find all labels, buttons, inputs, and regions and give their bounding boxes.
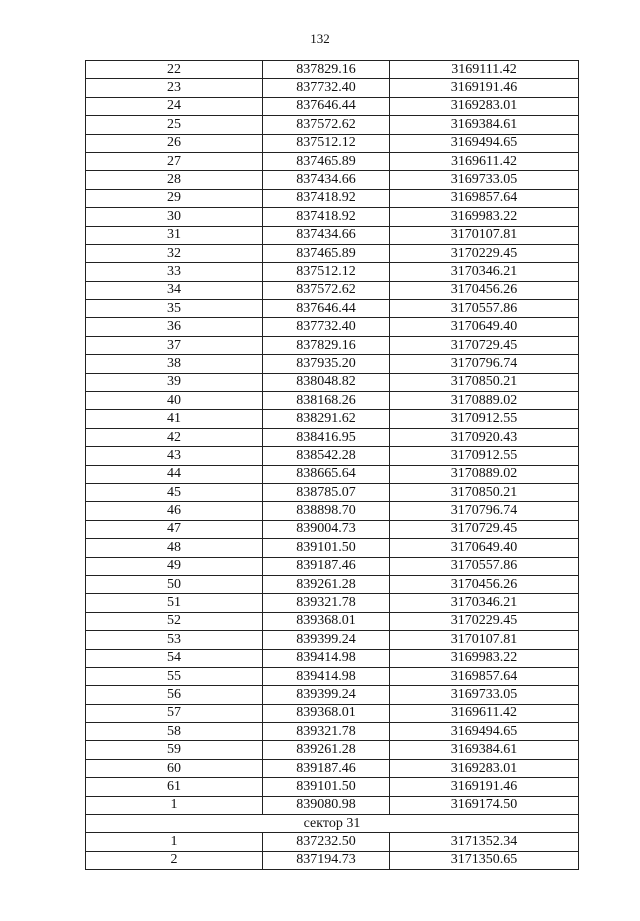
x-coordinate-cell: 839321.78 <box>263 723 390 741</box>
y-coordinate-cell: 3169983.22 <box>390 649 579 667</box>
x-coordinate-cell: 838416.95 <box>263 428 390 446</box>
table-row <box>86 667 579 685</box>
section-label: сектор 31 <box>86 815 579 833</box>
x-coordinate-cell: 839414.98 <box>263 649 390 667</box>
y-coordinate-cell: 3170456.26 <box>390 575 579 593</box>
table-row <box>86 208 579 226</box>
x-coordinate-cell: 837732.40 <box>263 318 390 336</box>
point-number-cell: 53 <box>86 631 263 649</box>
point-number-cell: 60 <box>86 759 263 777</box>
y-coordinate-cell: 3170229.45 <box>390 244 579 262</box>
x-coordinate-cell: 839187.46 <box>263 759 390 777</box>
y-coordinate-cell: 3170729.45 <box>390 336 579 354</box>
y-coordinate-cell: 3169494.65 <box>390 723 579 741</box>
point-number-cell: 49 <box>86 557 263 575</box>
point-number-cell: 28 <box>86 171 263 189</box>
x-coordinate-cell: 837935.20 <box>263 355 390 373</box>
x-coordinate-cell: 839368.01 <box>263 612 390 630</box>
table-row <box>86 649 579 667</box>
point-number-cell: 23 <box>86 79 263 97</box>
table-row <box>86 465 579 483</box>
table-row <box>86 171 579 189</box>
y-coordinate-cell: 3169384.61 <box>390 116 579 134</box>
table-row <box>86 594 579 612</box>
point-number-cell: 43 <box>86 447 263 465</box>
x-coordinate-cell: 837434.66 <box>263 226 390 244</box>
point-number-cell: 1 <box>86 796 263 814</box>
y-coordinate-cell: 3171352.34 <box>390 833 579 851</box>
table-row <box>86 612 579 630</box>
x-coordinate-cell: 837434.66 <box>263 171 390 189</box>
point-number-cell: 36 <box>86 318 263 336</box>
x-coordinate-cell: 837829.16 <box>263 61 390 79</box>
y-coordinate-cell: 3170850.21 <box>390 373 579 391</box>
x-coordinate-cell: 839101.50 <box>263 778 390 796</box>
y-coordinate-cell: 3170796.74 <box>390 355 579 373</box>
table-row <box>86 723 579 741</box>
table-row <box>86 61 579 79</box>
y-coordinate-cell: 3170729.45 <box>390 520 579 538</box>
table-row <box>86 575 579 593</box>
table-row <box>86 686 579 704</box>
x-coordinate-cell: 837732.40 <box>263 79 390 97</box>
table-row <box>86 318 579 336</box>
point-number-cell: 58 <box>86 723 263 741</box>
point-number-cell: 40 <box>86 392 263 410</box>
point-number-cell: 37 <box>86 336 263 354</box>
table-row <box>86 759 579 777</box>
y-coordinate-cell: 3170456.26 <box>390 281 579 299</box>
y-coordinate-cell: 3170557.86 <box>390 300 579 318</box>
point-number-cell: 33 <box>86 263 263 281</box>
point-number-cell: 32 <box>86 244 263 262</box>
point-number-cell: 52 <box>86 612 263 630</box>
point-number-cell: 56 <box>86 686 263 704</box>
table-row <box>86 520 579 538</box>
y-coordinate-cell: 3170346.21 <box>390 594 579 612</box>
point-number-cell: 44 <box>86 465 263 483</box>
x-coordinate-cell: 839399.24 <box>263 631 390 649</box>
point-number-cell: 2 <box>86 851 263 869</box>
x-coordinate-cell: 838785.07 <box>263 483 390 501</box>
x-coordinate-cell: 839399.24 <box>263 686 390 704</box>
table-row <box>86 189 579 207</box>
y-coordinate-cell: 3170796.74 <box>390 502 579 520</box>
y-coordinate-cell: 3169111.42 <box>390 61 579 79</box>
x-coordinate-cell: 837572.62 <box>263 281 390 299</box>
point-number-cell: 61 <box>86 778 263 796</box>
x-coordinate-cell: 837465.89 <box>263 152 390 170</box>
point-number-cell: 31 <box>86 226 263 244</box>
point-number-cell: 24 <box>86 97 263 115</box>
y-coordinate-cell: 3170889.02 <box>390 392 579 410</box>
table-row <box>86 97 579 115</box>
y-coordinate-cell: 3171350.65 <box>390 851 579 869</box>
table-row <box>86 355 579 373</box>
x-coordinate-cell: 837194.73 <box>263 851 390 869</box>
table-row <box>86 79 579 97</box>
table-row <box>86 851 579 869</box>
y-coordinate-cell: 3169857.64 <box>390 667 579 685</box>
x-coordinate-cell: 837512.12 <box>263 134 390 152</box>
point-number-cell: 45 <box>86 483 263 501</box>
point-number-cell: 55 <box>86 667 263 685</box>
point-number-cell: 57 <box>86 704 263 722</box>
x-coordinate-cell: 838168.26 <box>263 392 390 410</box>
table-row <box>86 263 579 281</box>
table-row <box>86 226 579 244</box>
x-coordinate-cell: 839187.46 <box>263 557 390 575</box>
point-number-cell: 38 <box>86 355 263 373</box>
table-row <box>86 557 579 575</box>
point-number-cell: 46 <box>86 502 263 520</box>
x-coordinate-cell: 837418.92 <box>263 189 390 207</box>
point-number-cell: 51 <box>86 594 263 612</box>
point-number-cell: 34 <box>86 281 263 299</box>
point-number-cell: 27 <box>86 152 263 170</box>
table-row <box>86 631 579 649</box>
x-coordinate-cell: 837512.12 <box>263 263 390 281</box>
point-number-cell: 59 <box>86 741 263 759</box>
x-coordinate-cell: 838048.82 <box>263 373 390 391</box>
section-header-row <box>86 815 579 833</box>
y-coordinate-cell: 3170229.45 <box>390 612 579 630</box>
point-number-cell: 39 <box>86 373 263 391</box>
table-row <box>86 281 579 299</box>
y-coordinate-cell: 3169733.05 <box>390 686 579 704</box>
y-coordinate-cell: 3170889.02 <box>390 465 579 483</box>
y-coordinate-cell: 3169494.65 <box>390 134 579 152</box>
x-coordinate-cell: 839101.50 <box>263 539 390 557</box>
table-row <box>86 373 579 391</box>
y-coordinate-cell: 3169983.22 <box>390 208 579 226</box>
y-coordinate-cell: 3170107.81 <box>390 226 579 244</box>
x-coordinate-cell: 838542.28 <box>263 447 390 465</box>
x-coordinate-cell: 837418.92 <box>263 208 390 226</box>
point-number-cell: 50 <box>86 575 263 593</box>
y-coordinate-cell: 3169191.46 <box>390 778 579 796</box>
table-row <box>86 152 579 170</box>
table-row <box>86 428 579 446</box>
y-coordinate-cell: 3170920.43 <box>390 428 579 446</box>
page-number: 132 <box>310 31 330 46</box>
table-row <box>86 778 579 796</box>
y-coordinate-cell: 3170649.40 <box>390 539 579 557</box>
table-row <box>86 741 579 759</box>
y-coordinate-cell: 3169733.05 <box>390 171 579 189</box>
table-row <box>86 796 579 814</box>
x-coordinate-cell: 839080.98 <box>263 796 390 814</box>
point-number-cell: 22 <box>86 61 263 79</box>
x-coordinate-cell: 837646.44 <box>263 97 390 115</box>
table-row <box>86 704 579 722</box>
point-number-cell: 30 <box>86 208 263 226</box>
point-number-cell: 26 <box>86 134 263 152</box>
y-coordinate-cell: 3169857.64 <box>390 189 579 207</box>
table-row <box>86 447 579 465</box>
y-coordinate-cell: 3169283.01 <box>390 759 579 777</box>
table-row <box>86 539 579 557</box>
x-coordinate-cell: 839004.73 <box>263 520 390 538</box>
x-coordinate-cell: 839261.28 <box>263 575 390 593</box>
table-row <box>86 116 579 134</box>
y-coordinate-cell: 3170912.55 <box>390 447 579 465</box>
y-coordinate-cell: 3170346.21 <box>390 263 579 281</box>
x-coordinate-cell: 839261.28 <box>263 741 390 759</box>
y-coordinate-cell: 3170912.55 <box>390 410 579 428</box>
y-coordinate-cell: 3170557.86 <box>390 557 579 575</box>
table-row <box>86 502 579 520</box>
table-row <box>86 336 579 354</box>
point-number-cell: 47 <box>86 520 263 538</box>
point-number-cell: 35 <box>86 300 263 318</box>
x-coordinate-cell: 838291.62 <box>263 410 390 428</box>
x-coordinate-cell: 837646.44 <box>263 300 390 318</box>
x-coordinate-cell: 839368.01 <box>263 704 390 722</box>
y-coordinate-cell: 3169384.61 <box>390 741 579 759</box>
y-coordinate-cell: 3169174.50 <box>390 796 579 814</box>
table-row <box>86 300 579 318</box>
x-coordinate-cell: 838898.70 <box>263 502 390 520</box>
y-coordinate-cell: 3169611.42 <box>390 152 579 170</box>
x-coordinate-cell: 837572.62 <box>263 116 390 134</box>
point-number-cell: 1 <box>86 833 263 851</box>
x-coordinate-cell: 837465.89 <box>263 244 390 262</box>
point-number-cell: 48 <box>86 539 263 557</box>
point-number-cell: 54 <box>86 649 263 667</box>
point-number-cell: 42 <box>86 428 263 446</box>
table-row <box>86 483 579 501</box>
point-number-cell: 41 <box>86 410 263 428</box>
point-number-cell: 29 <box>86 189 263 207</box>
point-number-cell: 25 <box>86 116 263 134</box>
table-row <box>86 410 579 428</box>
y-coordinate-cell: 3169191.46 <box>390 79 579 97</box>
table-row <box>86 244 579 262</box>
x-coordinate-cell: 838665.64 <box>263 465 390 483</box>
table-row <box>86 134 579 152</box>
x-coordinate-cell: 837232.50 <box>263 833 390 851</box>
x-coordinate-cell: 839321.78 <box>263 594 390 612</box>
table-row <box>86 833 579 851</box>
y-coordinate-cell: 3170649.40 <box>390 318 579 336</box>
y-coordinate-cell: 3169283.01 <box>390 97 579 115</box>
x-coordinate-cell: 837829.16 <box>263 336 390 354</box>
table-row <box>86 392 579 410</box>
y-coordinate-cell: 3170850.21 <box>390 483 579 501</box>
coordinates-table <box>85 60 579 870</box>
y-coordinate-cell: 3170107.81 <box>390 631 579 649</box>
x-coordinate-cell: 839414.98 <box>263 667 390 685</box>
y-coordinate-cell: 3169611.42 <box>390 704 579 722</box>
coordinates-table-body <box>86 61 579 870</box>
